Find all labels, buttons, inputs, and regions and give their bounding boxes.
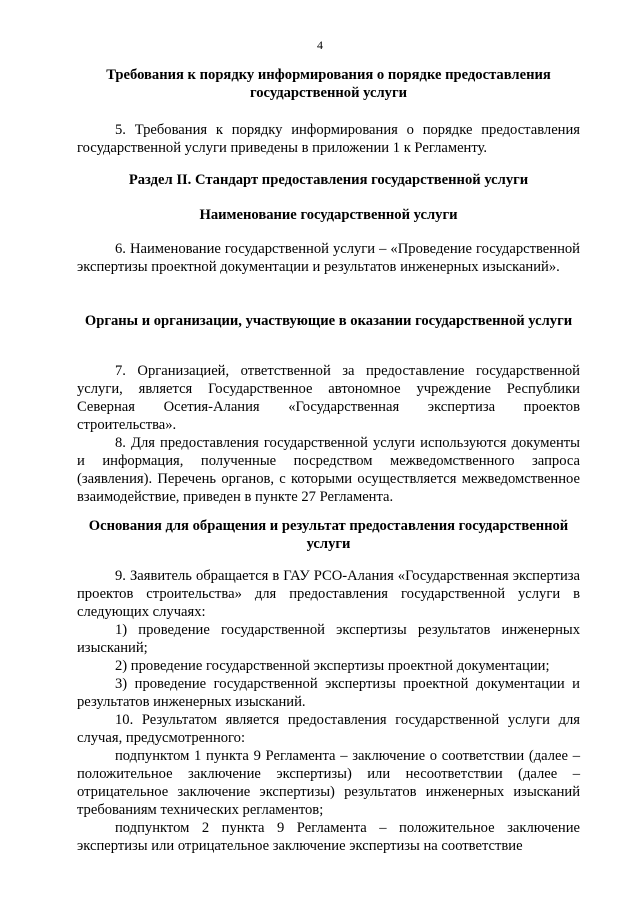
paragraph-9-item-2: 2) проведение государственной экспертизы проектной документации;: [115, 658, 550, 674]
paragraph-10: 10. Результатом является предоставления государственной услуги для случая, предусмотренного:: [77, 712, 580, 746]
paragraph-10-item-2: подпунктом 2 пункта 9 Регламента – положительное заключение экспертизы или отрицательное заключение экспертизы на соответствие: [77, 820, 580, 854]
paragraph-5: 5. Требования к порядку информирования о порядке предоставления государственной услуги приведены в приложении 1 к Регламенту.: [77, 122, 580, 156]
page-number: 4: [317, 38, 323, 52]
paragraph-9-item-1: 1) проведение государственной экспертизы результатов инженерных изысканий;: [77, 622, 580, 656]
paragraph-10-item-1: подпунктом 1 пункта 9 Регламента – заключение о соответствии (далее – положительное заключение экспертизы) или несоответствии (далее – отрицательное заключение экспертизы) результатов инженерных изысканий требованиям технических регламентов;: [77, 748, 580, 818]
heading-organs: Органы и организации, участвующие в оказании государственной услуги: [84, 313, 573, 329]
paragraph-6: 6. Наименование государственной услуги – «Проведение государственной экспертизы проектной документации и результатов инженерных изысканий».: [77, 241, 580, 275]
paragraph-7: 7. Организацией, ответственной за предоставление государственной услуги, является Государственное автономное учреждение Республики Северная Осетия-Алания «Государственная экспертиза проектов строительства».: [77, 363, 580, 433]
heading-service-name: Наименование государственной услуги: [199, 207, 458, 223]
heading-informing: Требования к порядку информирования о порядке предоставления государственной услуги: [106, 67, 551, 101]
heading-grounds: Основания для обращения и результат предоставления государственной услуги: [88, 518, 569, 552]
section-2-title: Раздел II. Стандарт предоставления государственной услуги: [128, 172, 529, 188]
paragraph-9: 9. Заявитель обращается в ГАУ РСО-Алания «Государственная экспертиза проектов строительства» для предоставления государственной услуги в следующих случаях:: [77, 568, 580, 620]
paragraph-8: 8. Для предоставления государственной услуги используются документы и информация, полученные посредством межведомственного запроса (заявления). Перечень органов, с которыми осуществляется межведомственное взаимодействие, приведен в пункте 27 Регламента.: [77, 435, 580, 505]
paragraph-9-item-3: 3) проведение государственной экспертизы проектной документации и результатов инженерных изысканий.: [77, 676, 580, 710]
